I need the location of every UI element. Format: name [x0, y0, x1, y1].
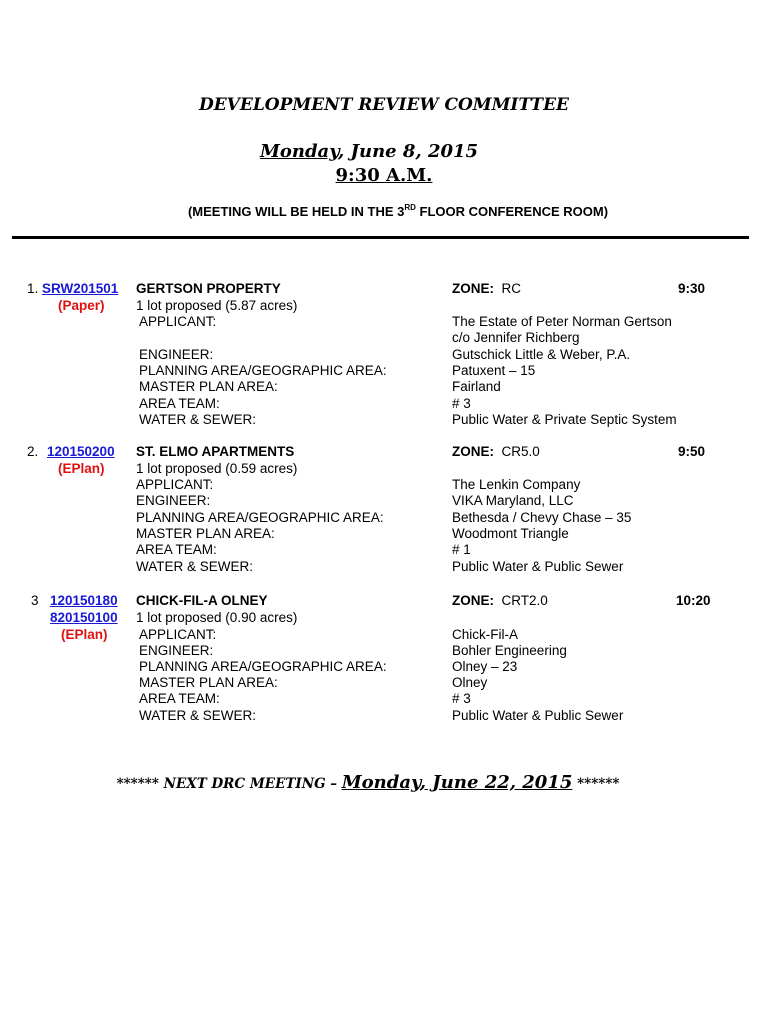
meeting-time: 9:30 A.M.: [335, 165, 433, 186]
zone-label: ZONE:: [452, 281, 494, 296]
value-applicant: The Lenkin Company: [452, 477, 581, 492]
item-number: 3: [31, 593, 39, 608]
zone-value: RC: [501, 281, 522, 296]
zone-value: CRT2.0: [501, 593, 548, 608]
lot-proposal: 1 lot proposed (0.90 acres): [136, 610, 298, 625]
label-master-plan: MASTER PLAN AREA:: [139, 675, 278, 690]
plan-type: (EPlan): [61, 627, 108, 642]
plan-link[interactable]: 120150200: [47, 444, 115, 459]
next-meeting-date: Monday, June 22, 2015: [341, 772, 573, 793]
value-master-plan: Fairland: [452, 379, 501, 394]
value-water-sewer: Public Water & Public Sewer: [452, 559, 624, 574]
zone-label: ZONE:: [452, 593, 494, 608]
slot-time: 9:30: [678, 281, 706, 296]
label-water-sewer: WATER & SEWER:: [139, 412, 257, 427]
value-master-plan: Woodmont Triangle: [452, 526, 569, 541]
value-engineer: Gutschick Little & Weber, P.A.: [452, 347, 631, 362]
value-water-sewer: Public Water & Private Septic System: [452, 412, 677, 427]
label-water-sewer: WATER & SEWER:: [136, 559, 254, 574]
slot-time: 10:20: [676, 593, 711, 608]
meeting-day: Monday: [259, 141, 338, 162]
lot-proposal: 1 lot proposed (0.59 acres): [136, 461, 298, 476]
project-name: ST. ELMO APARTMENTS: [136, 444, 295, 459]
value-planning-area: Bethesda / Chevy Chase – 35: [452, 510, 632, 525]
label-area-team: AREA TEAM:: [136, 542, 217, 557]
label-water-sewer: WATER & SEWER:: [139, 708, 257, 723]
label-master-plan: MASTER PLAN AREA:: [136, 526, 275, 541]
label-engineer: ENGINEER:: [139, 347, 214, 362]
value-master-plan: Olney: [452, 675, 488, 690]
next-meeting-note: [0, 772, 736, 793]
value-applicant: The Estate of Peter Norman Gertson: [452, 314, 672, 329]
value-planning-area: Olney – 23: [452, 659, 518, 674]
label-master-plan: MASTER PLAN AREA:: [139, 379, 278, 394]
zone-value: CR5.0: [501, 444, 540, 459]
value-area-team: # 3: [452, 396, 471, 411]
label-engineer: ENGINEER:: [139, 643, 214, 658]
meeting-date-rest: , June 8, 2015: [337, 141, 479, 162]
plan-link[interactable]: 120150180: [50, 593, 118, 608]
label-area-team: AREA TEAM:: [139, 396, 220, 411]
label-applicant: APPLICANT:: [139, 627, 217, 642]
zone-label: ZONE:: [452, 444, 494, 459]
slot-time: 9:50: [678, 444, 706, 459]
value-engineer: VIKA Maryland, LLC: [452, 493, 574, 508]
label-area-team: AREA TEAM:: [139, 691, 220, 706]
value-engineer: Bohler Engineering: [452, 643, 567, 658]
room-note-end: FLOOR CONFERENCE ROOM): [415, 204, 609, 219]
page-title: DEVELOPMENT REVIEW COMMITTEE: [198, 95, 569, 115]
project-name: GERTSON PROPERTY: [136, 281, 281, 296]
project-name: CHICK-FIL-A OLNEY: [136, 593, 268, 608]
label-engineer: ENGINEER:: [136, 493, 211, 508]
plan-type: (EPlan): [58, 461, 105, 476]
label-planning-area: PLANNING AREA/GEOGRAPHIC AREA:: [139, 363, 387, 378]
label-planning-area: PLANNING AREA/GEOGRAPHIC AREA:: [139, 659, 387, 674]
meeting-date: [0, 141, 738, 162]
lot-proposal: 1 lot proposed (5.87 acres): [136, 298, 298, 313]
meeting-room-note: [0, 203, 768, 219]
plan-link[interactable]: 820150100: [50, 610, 118, 625]
value-applicant-care-of: c/o Jennifer Richberg: [452, 330, 580, 345]
label-planning-area: PLANNING AREA/GEOGRAPHIC AREA:: [136, 510, 384, 525]
item-number: 2.: [27, 444, 39, 459]
value-applicant: Chick-Fil-A: [452, 627, 518, 642]
value-planning-area: Patuxent – 15: [452, 363, 536, 378]
label-applicant: APPLICANT:: [136, 477, 214, 492]
item-number: 1.: [27, 281, 39, 296]
plan-link[interactable]: SRW201501: [42, 281, 119, 296]
next-meeting-prefix: ****** NEXT DRC MEETING –: [116, 776, 342, 792]
header-divider: [12, 236, 749, 239]
room-note-start: (MEETING WILL BE HELD IN THE 3: [187, 204, 405, 219]
value-area-team: # 3: [452, 691, 471, 706]
next-meeting-suffix: ******: [572, 776, 620, 792]
plan-type: (Paper): [58, 298, 105, 313]
value-area-team: # 1: [452, 542, 471, 557]
label-applicant: APPLICANT:: [139, 314, 217, 329]
room-note-superscript: RD: [404, 203, 416, 212]
value-water-sewer: Public Water & Public Sewer: [452, 708, 624, 723]
